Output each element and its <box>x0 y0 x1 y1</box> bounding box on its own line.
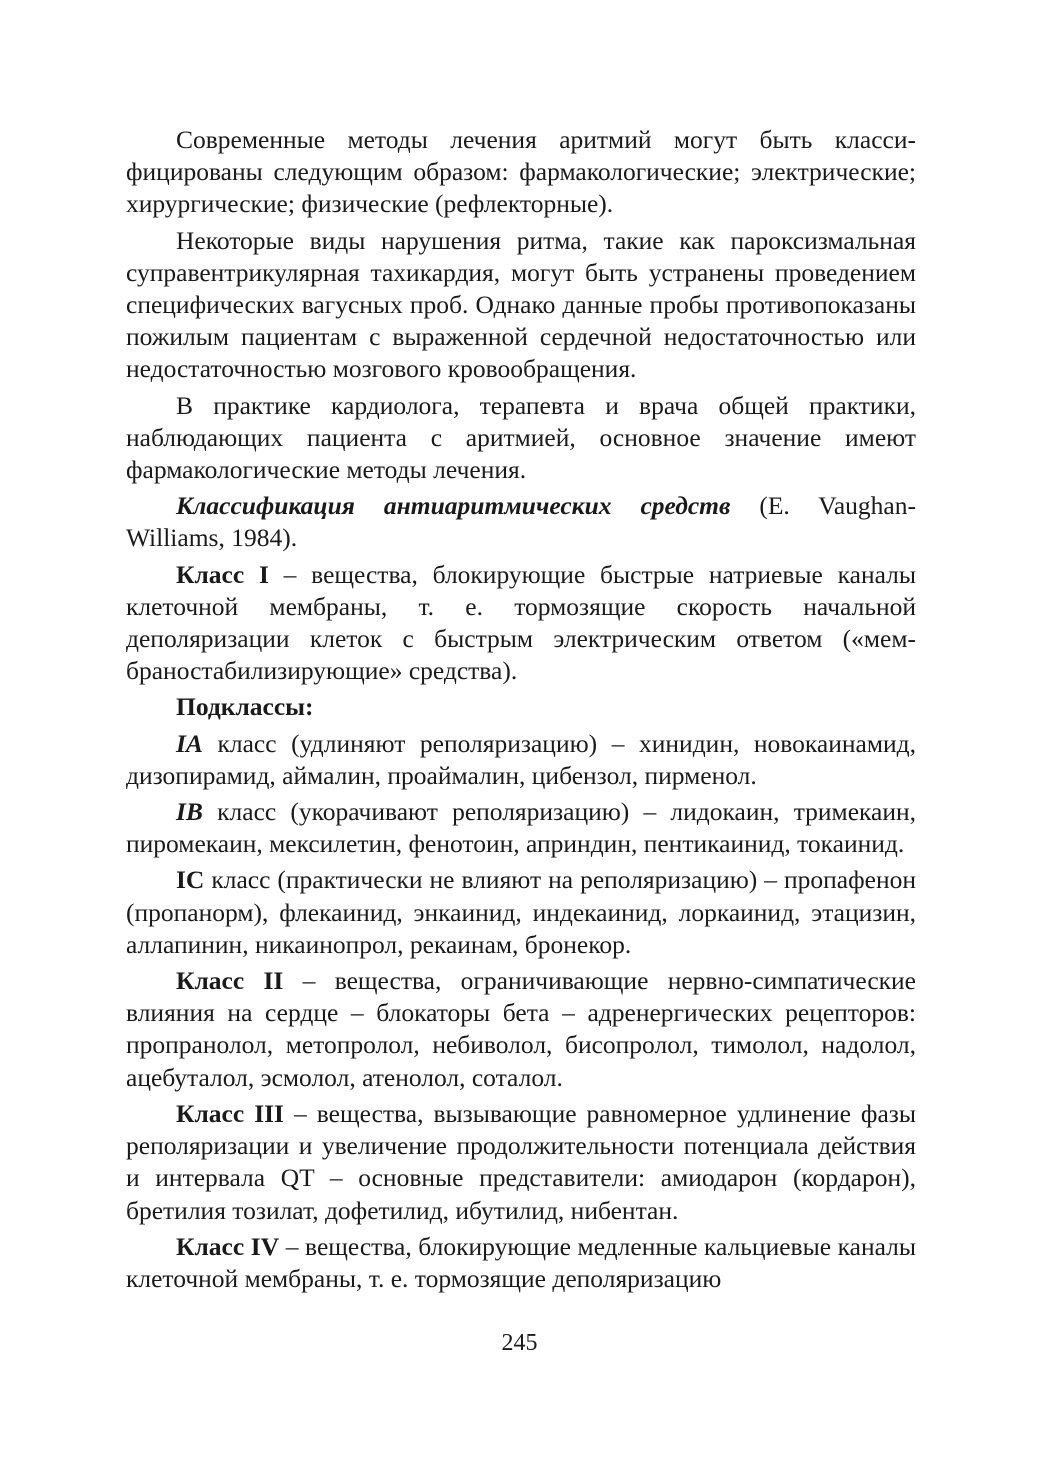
paragraph-pharmacological-methods <box>126 390 916 487</box>
paragraph-treatment-methods <box>126 124 916 221</box>
class-description: – вещества, блокирующие быстрые натриевые каналы клеточной мембраны, т. е. тормозящие скорость начальной деполяризации клеток с быстрым электрическим ответом («мембраностабилизирующие» средства). <box>126 559 916 686</box>
paragraph-subclass-ib <box>126 796 916 860</box>
body-text <box>126 124 916 1299</box>
paragraph-class-i <box>126 559 916 688</box>
subclass-label: IA <box>176 728 203 758</box>
subclass-description: класс (укорачивают реполяризацию) – лидокаин, тримекаин, пиромекаин, мексилетин, фенотоин, априндин, пентикаинид, токаинид. <box>126 797 916 859</box>
class-description: – вещества, ограничивающие нервно-симпатические влияния на сердце – блокаторы бета – адренергических рецепторов: пропранолол, метопролол, небиволол, бисопролол, тимолол, надолол, ацебуталол, эсмолол, атенолол, соталол. <box>126 966 916 1092</box>
class-description: – вещества, вызывающие равномерное удлинение фазы реполяризации и увеличение продолжительности потенциала действия и интервала QT – основные представители: амиодарон (кордарон), бретилия тозилат, дофетилид, ибутилид, нибентан. <box>126 1098 916 1225</box>
subclass-description: класс (удлиняют реполяризацию) – хинидин, новокаинамид, дизопирамид, аймалин, проаймалин, цибензол, пирменол. <box>126 728 916 790</box>
paragraph-subclass-ic <box>126 864 916 961</box>
paragraph-vagal-tests <box>126 225 916 386</box>
paragraph-class-iii <box>126 1098 916 1227</box>
paragraph-text: В практике кардиолога, терапевта и врача общей практики, наблюдающих пациента с аритмией, основное значение имеют фармакологические методы лечения. <box>126 390 916 485</box>
class-label: Класс I <box>176 559 269 589</box>
paragraph-class-iv <box>126 1231 916 1295</box>
class-label: Класс III <box>176 1098 284 1128</box>
class-label: Класс IV <box>176 1231 280 1261</box>
paragraph-subclass-ia <box>126 728 916 792</box>
subclasses-label: Подклассы: <box>176 692 314 722</box>
classification-source: (E. Vaughan-Williams, 1984). <box>126 491 916 553</box>
paragraph-text: Некоторые виды нарушения ритма, такие как пароксизмальная суправентрикулярная тахикардия, могут быть устранены проведением специфических вагусных проб. Однако данные пробы противопоказаны пожилым пациентам с выраженной сердечной недостаточностью или недостаточностью мозгового кровообращения. <box>126 225 916 384</box>
subclass-description: класс (практически не влияют на реполяризацию) – пропафенон (пропанорм), флекаинид, энкаинид, индекаинид, лоркаинид, этацизин, аллапинин, никаинопрол, рекаинам, бронекор. <box>126 865 916 959</box>
paragraph-subclasses-heading <box>126 691 916 723</box>
paragraph-class-ii <box>126 965 916 1094</box>
subclass-label: IB <box>176 797 203 827</box>
class-description: – вещества, блокирующие медленные кальциевые каналы клеточной мембраны, т. е. тормозящие деполяризацию <box>126 1231 916 1293</box>
paragraph-text: Современные методы лечения аритмий могут быть классифицированы следующим образом: фармакологические; электрические; хирургические; физические (рефлекторные). <box>126 125 916 219</box>
class-label: Класс II <box>176 966 284 996</box>
classification-title: Классификация антиаритмических средств <box>176 491 731 521</box>
paragraph-classification-heading <box>126 490 916 554</box>
page-number: 245 <box>501 1330 538 1356</box>
subclass-label: IC <box>176 865 205 895</box>
